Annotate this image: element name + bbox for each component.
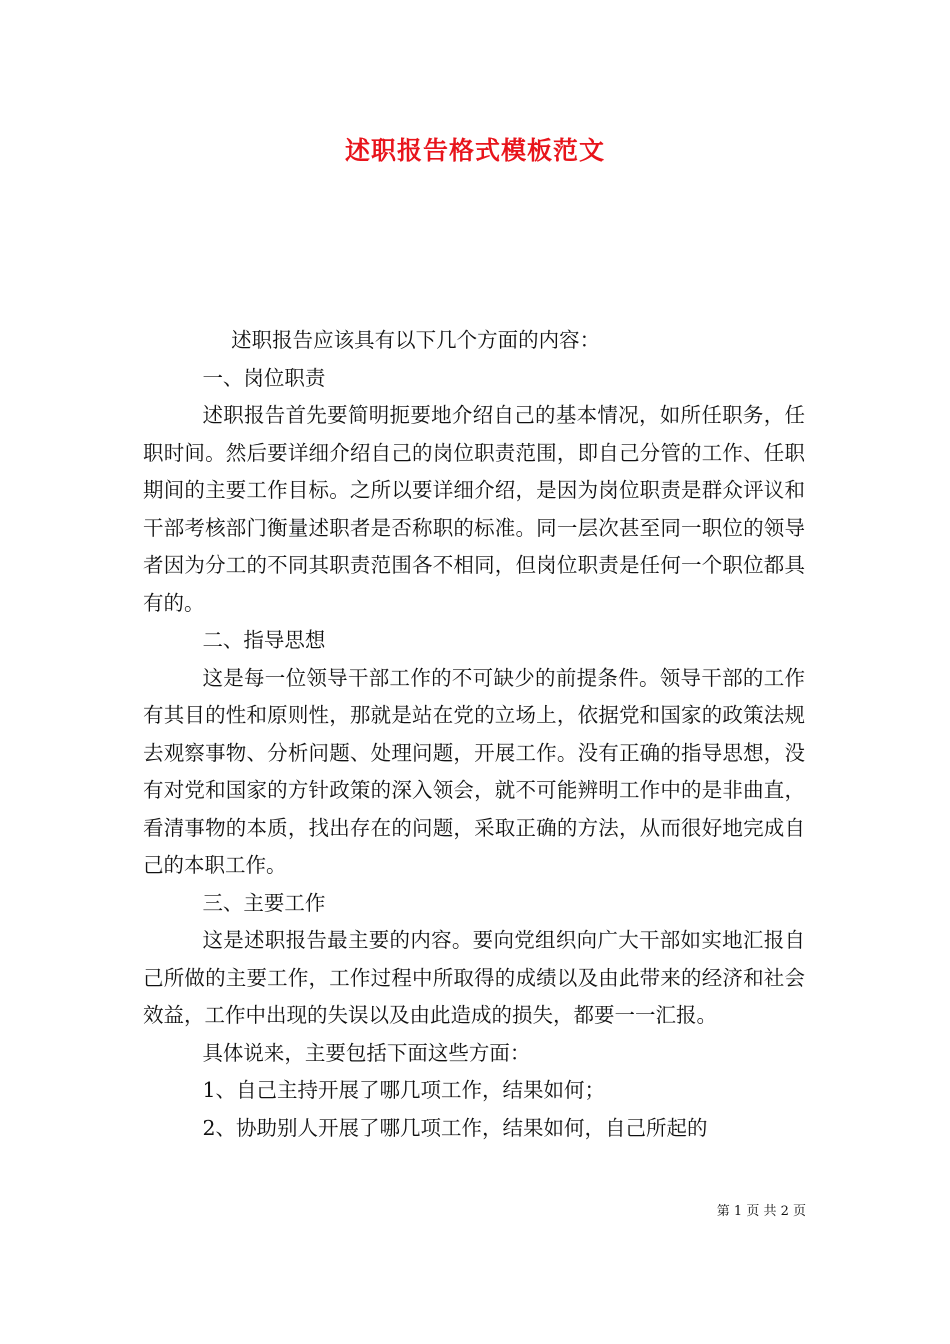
page-title: 述职报告格式模板范文 [344, 136, 605, 165]
page-number: 第 1 页 共 2 页 [716, 1204, 806, 1219]
paragraph-main-work: 这是述职报告最主要的内容。要向党组织向广大干部如实地汇报自己所做的主要工作，工作过程中所取得的成绩以及由此带来的经济和社会效益，工作中出现的失误以及由此造成的损失，都要一一汇报。 [143, 928, 805, 1027]
heading-job-duties: 一、岗位职责 [202, 365, 326, 390]
paragraph-guiding-thought: 这是每一位领导干部工作的不可缺少的前提条件。领导干部的工作有其目的性和原则性，那就是站在党的立场上，依据党和国家的政策法规去观察事物、分析问题、处理问题，开展工作。没有正确的指导思想，没有对党和国家的方针政策的深入领会，就不可能辨明工作中的是非曲直，看清事物的本质，找出存在的问题，采取正确的方法，从而很好地完成自己的本职工作。 [143, 665, 805, 877]
paragraph-intro: 述职报告应该具有以下几个方面的内容： [231, 328, 601, 352]
document-body [143, 322, 805, 1147]
heading-guiding-thought: 二、指导思想 [202, 628, 326, 652]
paragraph-job-duties: 述职报告首先要简明扼要地介绍自己的基本情况，如所任职务，任职时间。然后要详细介绍自己的岗位职责范围，即自己分管的工作、任职期间的主要工作目标。之所以要详细介绍，是因为岗位职责是群众评议和干部考核部门衡量述职者是否称职的标准。同一层次甚至同一职位的领导者因为分工的不同其职责范围各不相同，但岗位职责是任何一个职位都具有的。 [143, 403, 805, 615]
paragraph-specifics: 具体说来，主要包括下面这些方面： [202, 1040, 531, 1065]
heading-main-work: 三、主要工作 [202, 890, 326, 915]
list-item-2: 2、协助别人开展了哪几项工作，结果如何，自己所起的 [202, 1115, 708, 1140]
list-item-1: 1、自己主持开展了哪几项工作，结果如何； [202, 1078, 605, 1102]
